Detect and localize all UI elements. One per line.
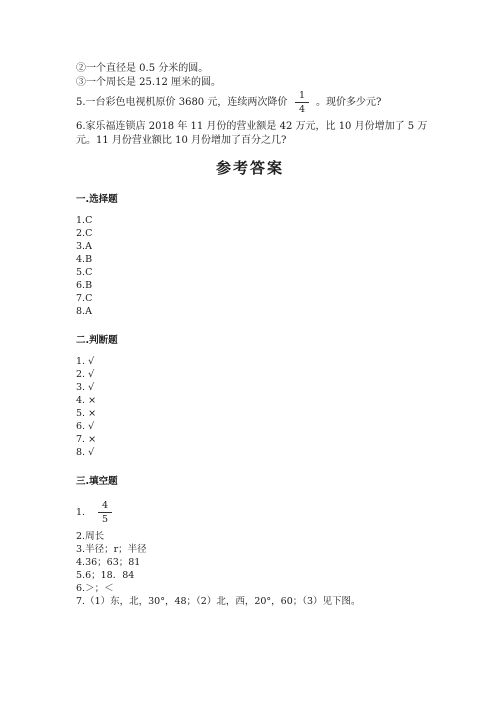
list-item: 6.B xyxy=(76,280,93,291)
fill-answer-1-label: 1. xyxy=(76,507,86,518)
list-item: 8.A xyxy=(76,306,92,317)
fraction-bar xyxy=(295,102,309,103)
list-item: 6.＞；＜ xyxy=(76,583,114,594)
list-item: 7.（1）东，北，30°，48；（2）北，西，20°，60；（3）见下图。 xyxy=(76,596,361,607)
list-item: 3.A xyxy=(76,241,92,252)
list-item: 1.C xyxy=(76,215,93,226)
question-5-text-start: 5.一台彩色电视机原价 3680 元，连续两次降价 xyxy=(76,97,288,108)
fraction-numerator: 1 xyxy=(298,90,306,101)
list-item: 5. × xyxy=(76,408,97,419)
question-4-item-3: ③一个周长是 25.12 厘米的圆。 xyxy=(76,77,221,88)
list-item: 3. √ xyxy=(76,382,95,393)
list-item: 2.C xyxy=(76,228,93,239)
question-5-text-end: 。现价多少元? xyxy=(316,97,382,108)
list-item: 2. √ xyxy=(76,369,95,380)
fraction-numerator: 4 xyxy=(101,500,109,511)
list-item: 4. × xyxy=(76,395,97,406)
section-heading-fill: 三.填空题 xyxy=(76,476,118,487)
list-item: 4.B xyxy=(76,254,93,265)
section-heading-choice: 一.选择题 xyxy=(76,194,118,205)
list-item: 2.周长 xyxy=(76,531,105,542)
list-item: 3.半径；r；半径 xyxy=(76,544,147,555)
list-item: 5.C xyxy=(76,267,93,278)
list-item: 1. √ xyxy=(76,356,95,367)
fraction-denominator: 4 xyxy=(298,104,306,115)
section-heading-judge: 二.判断题 xyxy=(76,335,118,346)
fill-answer-1-fraction xyxy=(98,500,112,525)
list-item: 4.36；63；81 xyxy=(76,557,141,568)
fraction-bar xyxy=(98,512,112,513)
list-item: 8. √ xyxy=(76,447,95,458)
question-6-line-2: 元。11 月份营业额比 10 月份增加了百分之几? xyxy=(76,135,287,146)
fraction-denominator: 5 xyxy=(101,514,109,525)
question-5-fraction xyxy=(295,90,309,115)
list-item: 6. √ xyxy=(76,421,95,432)
question-6-line-1: 6.家乐福连锁店 2018 年 11 月份的营业额是 42 万元，比 10 月份增加了 5 万 xyxy=(76,121,428,132)
list-item: 5.6；18．84 xyxy=(76,570,135,581)
list-item: 7.C xyxy=(76,293,93,304)
list-item: 7. × xyxy=(76,434,97,445)
question-4-item-2: ②一个直径是 0.5 分米的圆。 xyxy=(76,63,209,74)
answer-key-title: 参考答案 xyxy=(215,159,284,177)
